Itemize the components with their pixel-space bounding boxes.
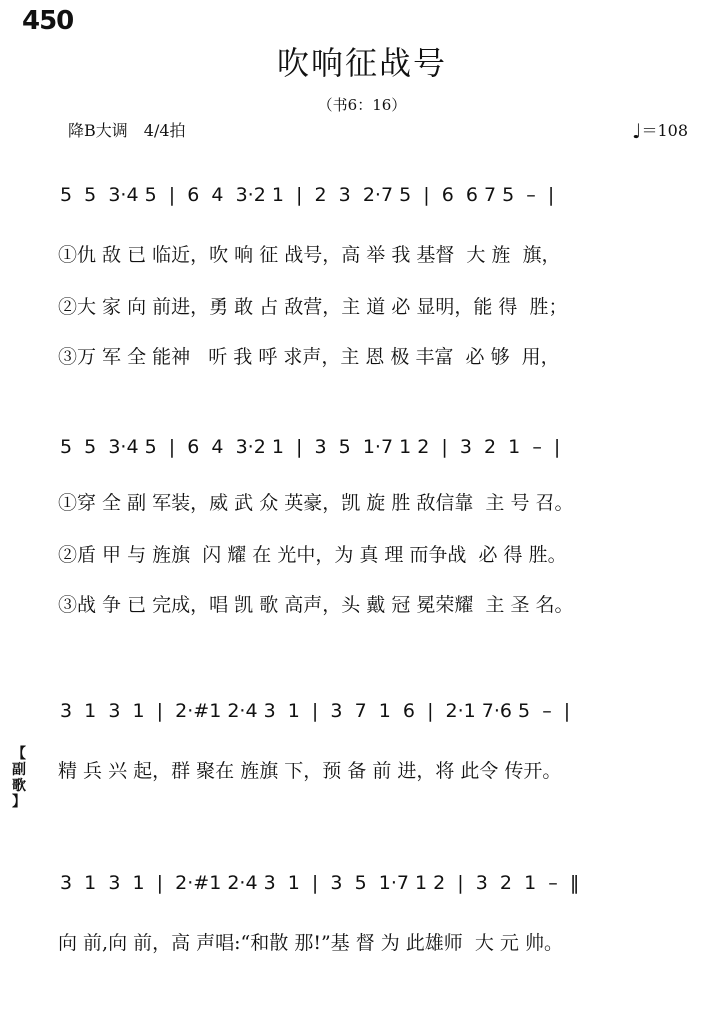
lyric-verse-2: ②盾 甲 与 旌旗 闪 耀 在 光中，为 真 理 而争战 必 得 胜。	[58, 544, 567, 566]
lyric-verse-2: ②大 家 向 前进，勇 敢 占 敌营，主 道 必 显明，能 得 胜；	[58, 296, 568, 318]
tempo-marking	[632, 118, 688, 143]
chorus-label: 【 副 歌 】	[12, 746, 26, 810]
page-title: 吹响征战号	[276, 44, 447, 82]
notation-line: 5 5 3·4 5 | 6 4 3·2 1 | 2 3 2·7 5 | 6 6 7 5 – |	[60, 184, 555, 206]
lyric-verse-3: ③万 军 全 能神 听 我 呼 求声，主 恩 极 丰富 必 够 用，	[58, 346, 560, 368]
lyric-chorus-end: 向 前,向 前，高 声唱:“和散 那!”基 督 为 此雄师 大 元 帅。	[58, 932, 563, 954]
lyric-chorus: 精 兵 兴 起，群 聚在 旌旗 下，预 备 前 进，将 此令 传开。	[58, 760, 562, 782]
notation-line: 3 1 3 1 | 2·#1 2·4 3 1 | 3 5 1·7 1 2 | 3 2 1 – ‖	[60, 872, 580, 894]
lyric-verse-3: ③战 争 已 完成，唱 凯 歌 高声，头 戴 冠 冕荣耀 主 圣 名。	[58, 594, 574, 616]
lyric-verse-1: ①仇 敌 已 临近，吹 响 征 战号，高 举 我 基督 大 旌 旗，	[58, 244, 561, 266]
lyric-verse-1: ①穿 全 副 军装，威 武 众 英豪，凯 旋 胜 敌信靠 主 号 召。	[58, 492, 574, 514]
notation-line: 3 1 3 1 | 2·#1 2·4 3 1 | 3 7 1 6 | 2·1 7·6 5 – |	[60, 700, 571, 722]
hymn-number: 450	[22, 6, 74, 36]
quarter-note-icon: ♩	[632, 119, 642, 143]
tempo-value: ＝108	[641, 121, 688, 140]
scripture-reference: （书6：16）	[317, 96, 407, 114]
notation-line: 5 5 3·4 5 | 6 4 3·2 1 | 3 5 1·7 1 2 | 3 2 1 – |	[60, 436, 561, 458]
key-signature: 降B大调 4/4拍	[68, 121, 186, 140]
